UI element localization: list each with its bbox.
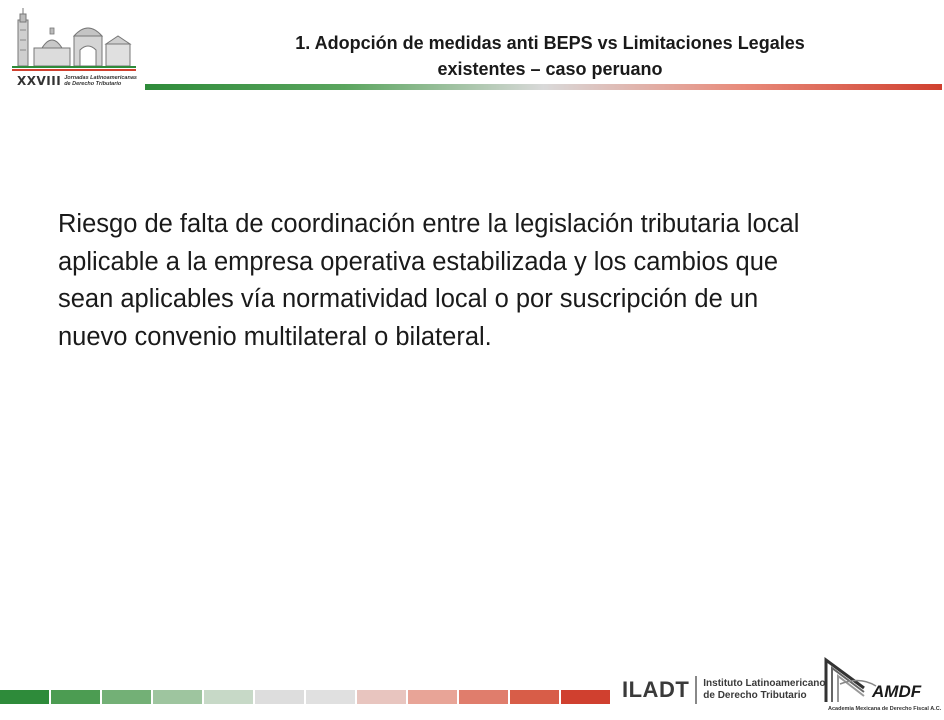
slide-title-line1: 1. Adopción de medidas anti BEPS vs Limitaciones Legales (295, 33, 805, 53)
iladt-mark: ILADT (622, 677, 690, 702)
body-paragraph: Riesgo de falta de coordinación entre la legislación tributaria local aplicable a la empresa operativa estabilizada y los cambios que sean aplicables vía normatividad local o por suscripción de un nuevo convenio multilateral o bilateral. (58, 210, 800, 351)
iladt-logo (622, 672, 826, 708)
slide-title-line2: existentes – caso peruano (437, 59, 663, 79)
iladt-name-line2: de Derecho Tributario (703, 690, 807, 701)
logo-caption-line1: Jornadas Latinoamericanas (64, 75, 137, 81)
slide-title (190, 30, 910, 82)
logo-caption-line2: de Derecho Tributario (64, 81, 122, 87)
amdf-logo (820, 654, 940, 716)
edition-numeral: XXVIII (17, 74, 62, 88)
header-divider-bar (145, 84, 942, 90)
amdf-emblem-icon (820, 654, 880, 704)
iladt-name-line1: Instituto Latinoamericano (703, 678, 826, 689)
amdf-subtitle: Academia Mexicana de Derecho Fiscal A.C. (828, 706, 942, 712)
footer-stripe-bar (0, 690, 612, 704)
jornadas-logo-caption (17, 71, 137, 91)
monuments-illustration-icon (8, 6, 138, 72)
iladt-separator (695, 676, 697, 704)
amdf-mark: AMDF (872, 682, 922, 701)
